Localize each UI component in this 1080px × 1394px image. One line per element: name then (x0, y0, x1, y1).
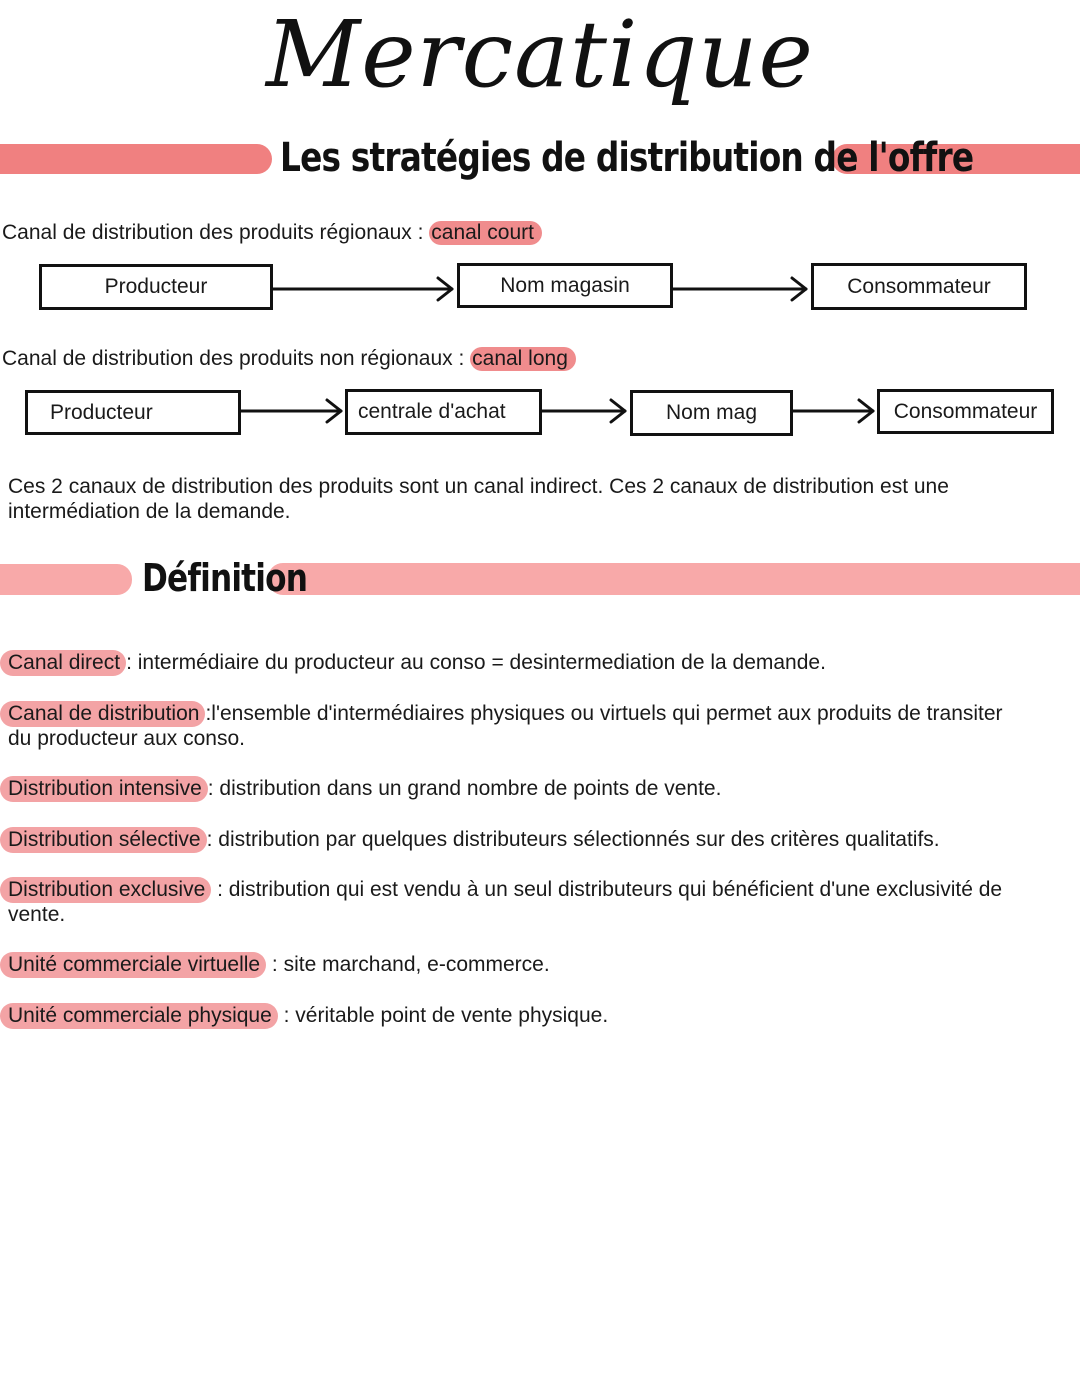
definition-band-right (268, 563, 1080, 595)
page-title: Mercatique (266, 1, 814, 108)
definition-item (0, 650, 826, 675)
section-title: Les stratégies de distribution de l'offre (280, 135, 974, 181)
long-node-consumer: Consommateur (877, 389, 1054, 434)
definition-text-continued: vente. (8, 903, 66, 926)
definition-term: Unité commerciale physique (0, 1003, 278, 1029)
short-node-consumer: Consommateur (811, 263, 1027, 310)
definition-text: : véritable point de vente physique. (277, 1004, 609, 1027)
definition-term: Distribution intensive (0, 776, 208, 802)
short-channel-label: Canal de distribution des produits régionaux : (2, 221, 430, 244)
definition-heading: Définition (142, 556, 308, 600)
definition-item (0, 827, 940, 852)
long-node-store: Nom mag (630, 390, 793, 436)
long-node-central-purchasing: centrale d'achat (345, 389, 542, 435)
definition-term: Canal de distribution (0, 701, 205, 727)
definition-item (0, 877, 1002, 927)
definition-term: Distribution exclusive (0, 877, 211, 903)
definition-item (0, 701, 1003, 751)
summary-paragraph (8, 474, 949, 524)
summary-line-2: intermédiation de la demande. (8, 500, 291, 523)
summary-line-1: Ces 2 canaux de distribution des produits sont un canal indirect. Ces 2 canaux de distribution est une (8, 475, 949, 498)
definition-text: :l'ensemble d'intermédiaires physiques ou virtuels qui permet aux produits de transiter (205, 702, 1003, 725)
definition-text: : site marchand, e-commerce. (266, 953, 550, 976)
definition-item (0, 1003, 608, 1028)
definition-text: : intermédiaire du producteur au conso = desintermediation de la demande. (126, 651, 826, 674)
definition-term: Distribution sélective (0, 827, 207, 853)
definition-item (0, 952, 550, 977)
long-node-producer: Producteur (25, 390, 241, 435)
long-channel-highlight: canal long (470, 347, 576, 371)
definition-band-left (0, 564, 132, 595)
definition-item (0, 776, 721, 801)
short-node-store: Nom magasin (457, 263, 673, 308)
definition-text: : distribution dans un grand nombre de points de vente. (207, 777, 722, 800)
short-channel-highlight: canal court (429, 221, 542, 245)
definition-text: : distribution par quelques distributeurs sélectionnés sur des critères qualitatifs. (206, 828, 940, 851)
definition-text: : distribution qui est vendu à un seul distributeurs qui bénéficient d'une exclusivité de (211, 878, 1003, 901)
long-channel-label: Canal de distribution des produits non régionaux : (2, 347, 471, 370)
definition-term: Unité commerciale virtuelle (0, 952, 266, 978)
definition-term: Canal direct (0, 650, 126, 676)
short-node-producer: Producteur (39, 264, 273, 310)
definition-text-continued: du producteur aux conso. (8, 727, 245, 750)
